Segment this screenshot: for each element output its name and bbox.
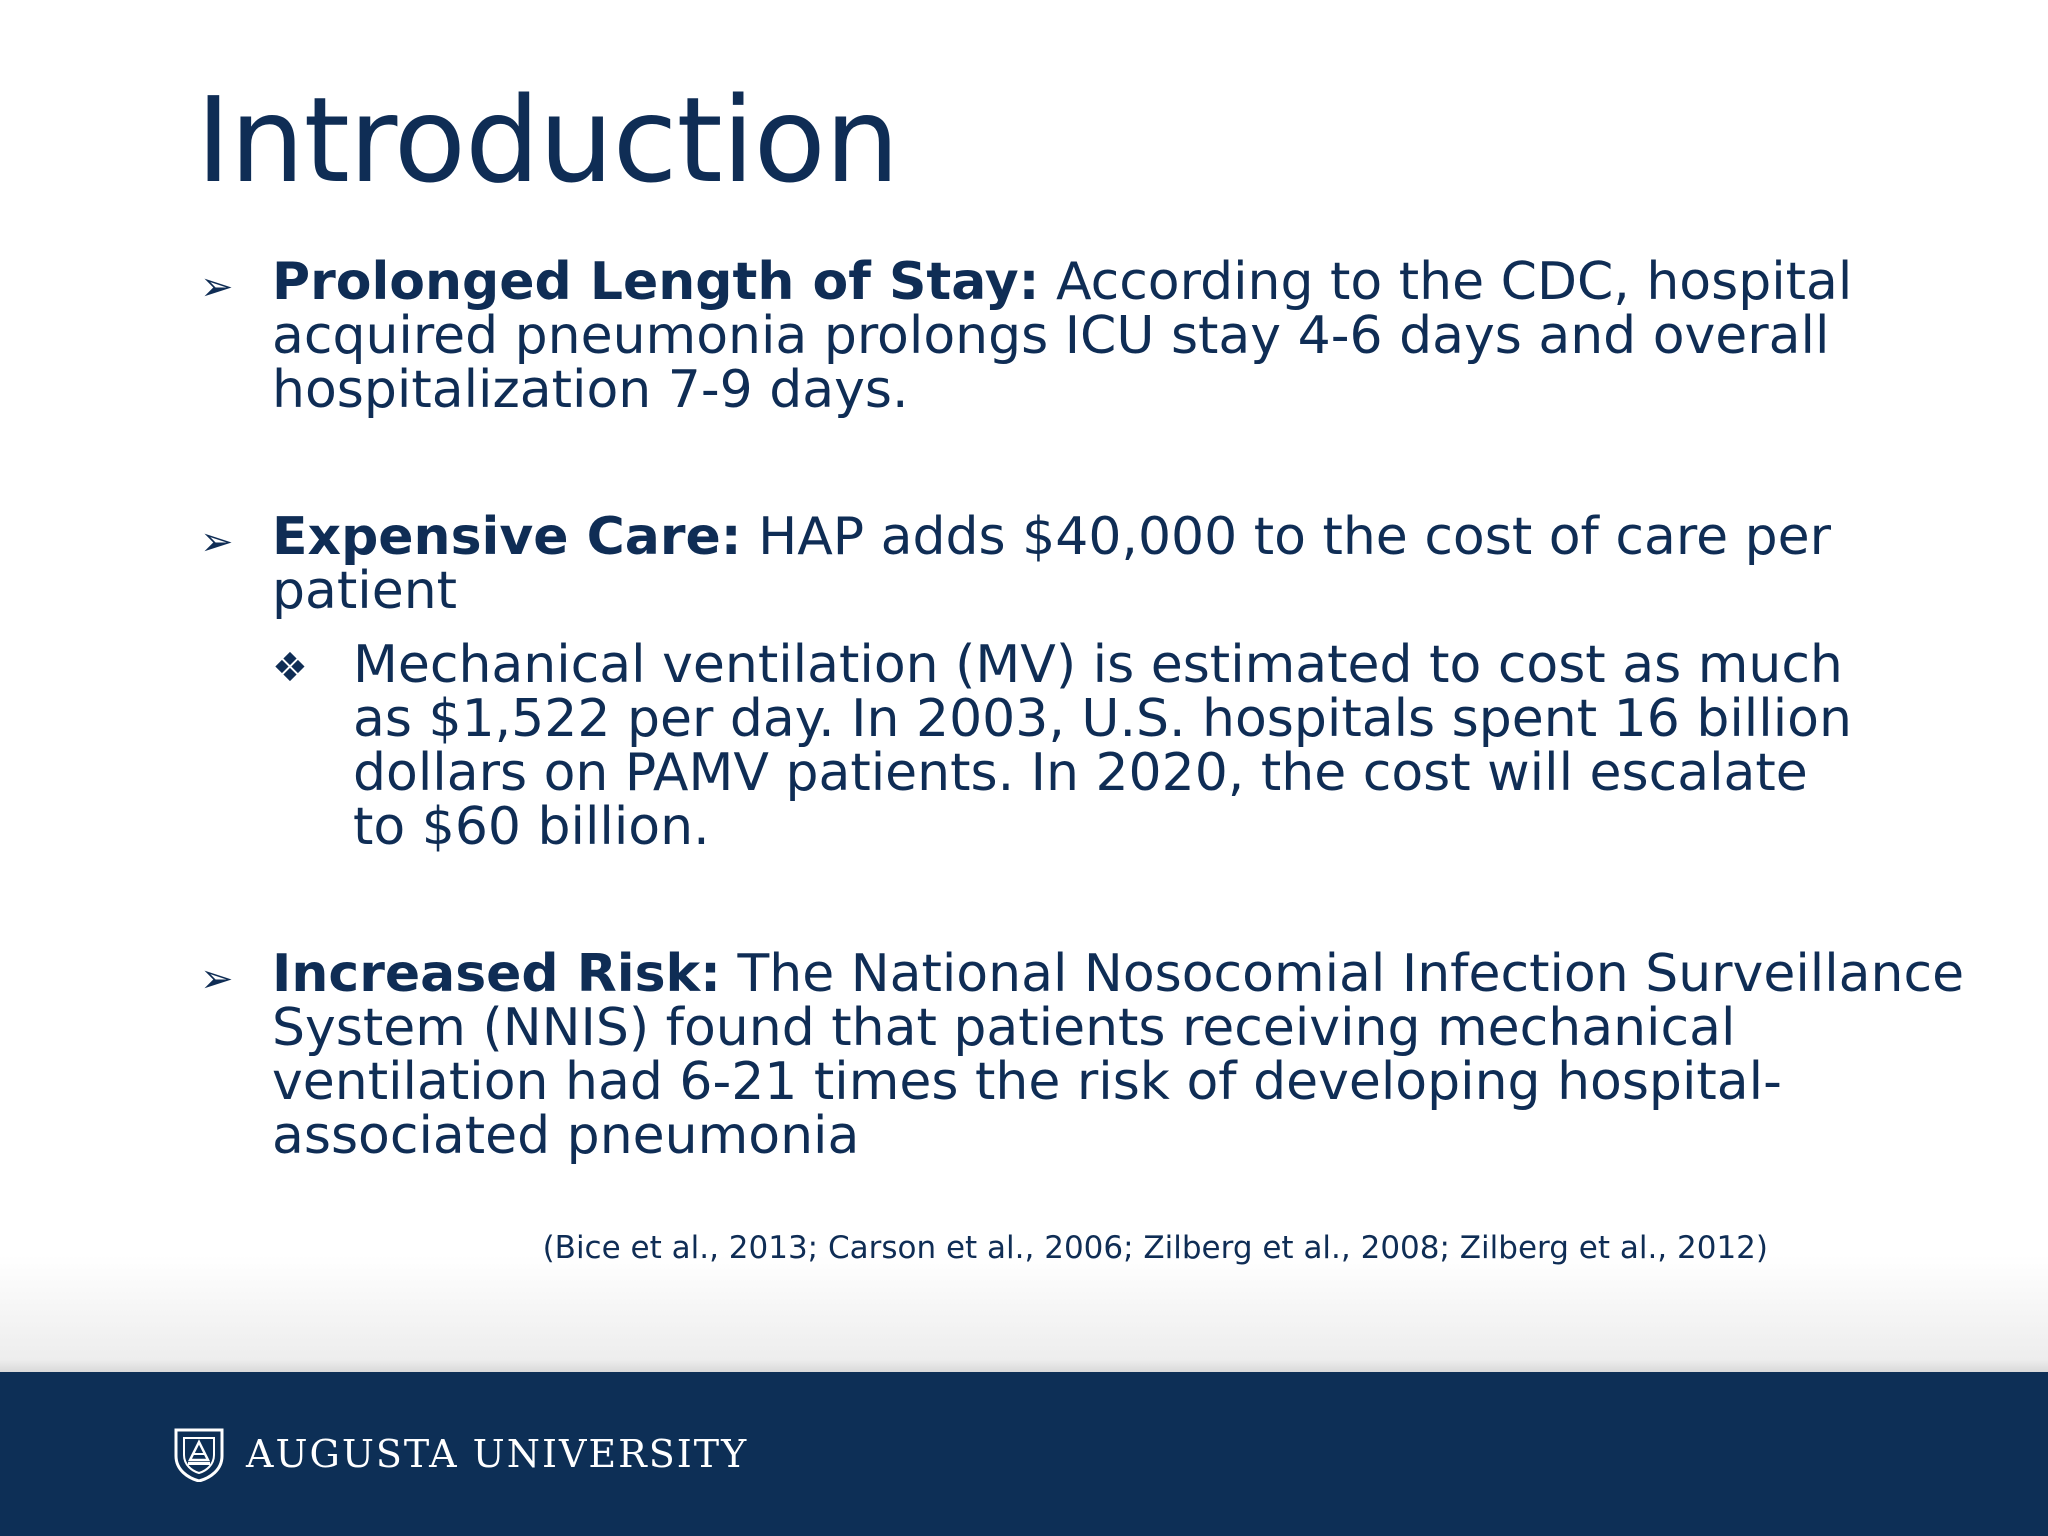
bullet-body: The National Nosocomial Infection Surveillance System (NNIS) found that patients receiving mechanical ventilation had 6-21 times the risk of developing hospital-associated pneumonia [272, 944, 1965, 1166]
arrow-bullet-icon: ➢ [200, 519, 234, 565]
bullet-text [272, 944, 1972, 1166]
citation: (Bice et al., 2013; Carson et al., 2006; Zilberg et al., 2008; Zilberg et al., 2012) [542, 1230, 1768, 1266]
bullet-label: Increased Risk: [272, 944, 721, 1004]
sub-bullet-text: Mechanical ventilation (MV) is estimated to cost as much as $1,522 per day. In 2003, U.S. hospitals spent 16 billion dollars on PAMV patients. In 2020, the cost will escalate to $60 billion. [353, 635, 1852, 857]
bullet-label: Prolonged Length of Stay: [272, 252, 1040, 312]
university-logo-text: AUGUSTA UNIVERSITY [246, 1432, 749, 1476]
bullet-text [272, 507, 1972, 621]
university-crest-icon [172, 1426, 226, 1482]
arrow-bullet-icon: ➢ [200, 264, 234, 310]
arrow-bullet-icon: ➢ [200, 956, 234, 1002]
slide-title: Introduction [196, 71, 899, 209]
bullet-label: Expensive Care: [272, 507, 742, 567]
bullet-text [272, 252, 1972, 420]
bullet-body: HAP adds $40,000 to the cost of care per patient [272, 507, 1831, 621]
diamond-bullet-icon: ❖ [272, 645, 308, 691]
bullet-body: According to the CDC, hospital acquired pneumonia prolongs ICU stay 4-6 days and overall hospitalization 7-9 days. [272, 252, 1853, 420]
